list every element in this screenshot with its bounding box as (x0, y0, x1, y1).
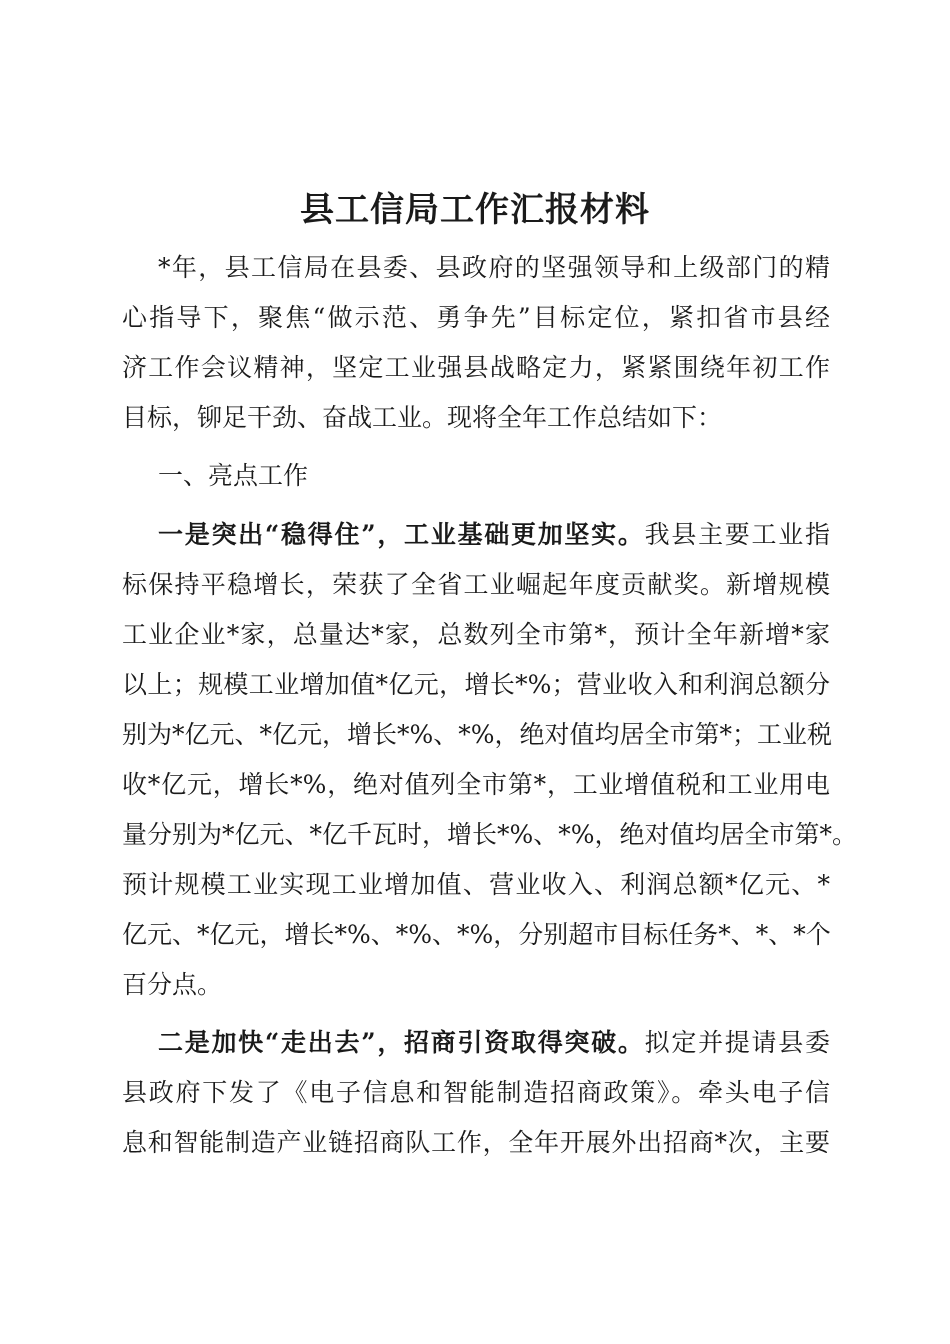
document-title: 县工信局工作汇报材料 (300, 190, 650, 230)
intro-line: 目标，铆足干劲、奋战工业。现将全年工作总结如下： (122, 403, 723, 432)
para2-line: 息和智能制造产业链招商队工作，全年开展外出招商*次，主要 (122, 1128, 830, 1157)
para2-first-rest: 拟定并提请县委 (644, 1028, 830, 1057)
para1-first-line (158, 518, 830, 552)
intro-line: 心指导下，聚焦“做示范、勇争先”目标定位，紧扣省市县经 (122, 303, 830, 332)
para1-line: 百分点。 (122, 970, 223, 999)
para1-line: 量分别为*亿元、*亿千瓦时，增长*%、*%，绝对值均居全市第*。 (122, 820, 858, 849)
para2-first-line (158, 1026, 830, 1060)
para1-line: 收*亿元，增长*%，绝对值列全市第*，工业增值税和工业用电 (122, 770, 830, 799)
para1-line: 预计规模工业实现工业增加值、营业收入、利润总额*亿元、* (122, 870, 830, 899)
section-heading: 一、亮点工作 (158, 461, 309, 490)
para1-line: 标保持平稳增长，荣获了全省工业崛起年度贡献奖。新增规模 (122, 570, 830, 599)
para1-line: 亿元、*亿元，增长*%、*%、*%，分别超市目标任务*、*、*个 (122, 920, 831, 949)
intro-line: 济工作会议精神，坚定工业强县战略定力，紧紧围绕年初工作 (122, 353, 830, 382)
para1-first-rest: 我县主要工业指 (644, 520, 830, 549)
para1-line: 工业企业*家，总量达*家，总数列全市第*，预计全年新增*家 (122, 620, 830, 649)
para1-line: 以上；规模工业增加值*亿元，增长*%；营业收入和利润总额分 (122, 670, 830, 699)
intro-line: *年，县工信局在县委、县政府的坚强领导和上级部门的精 (158, 253, 830, 282)
para2-lead: 二是加快“走出去”，招商引资取得突破。 (158, 1028, 645, 1057)
para1-lead: 一是突出“稳得住”，工业基础更加坚实。 (158, 520, 645, 549)
para1-line: 别为*亿元、*亿元，增长*%、*%，绝对值均居全市第*；工业税 (122, 720, 833, 749)
para2-line: 县政府下发了《电子信息和智能制造招商政策》。牵头电子信 (122, 1078, 830, 1107)
